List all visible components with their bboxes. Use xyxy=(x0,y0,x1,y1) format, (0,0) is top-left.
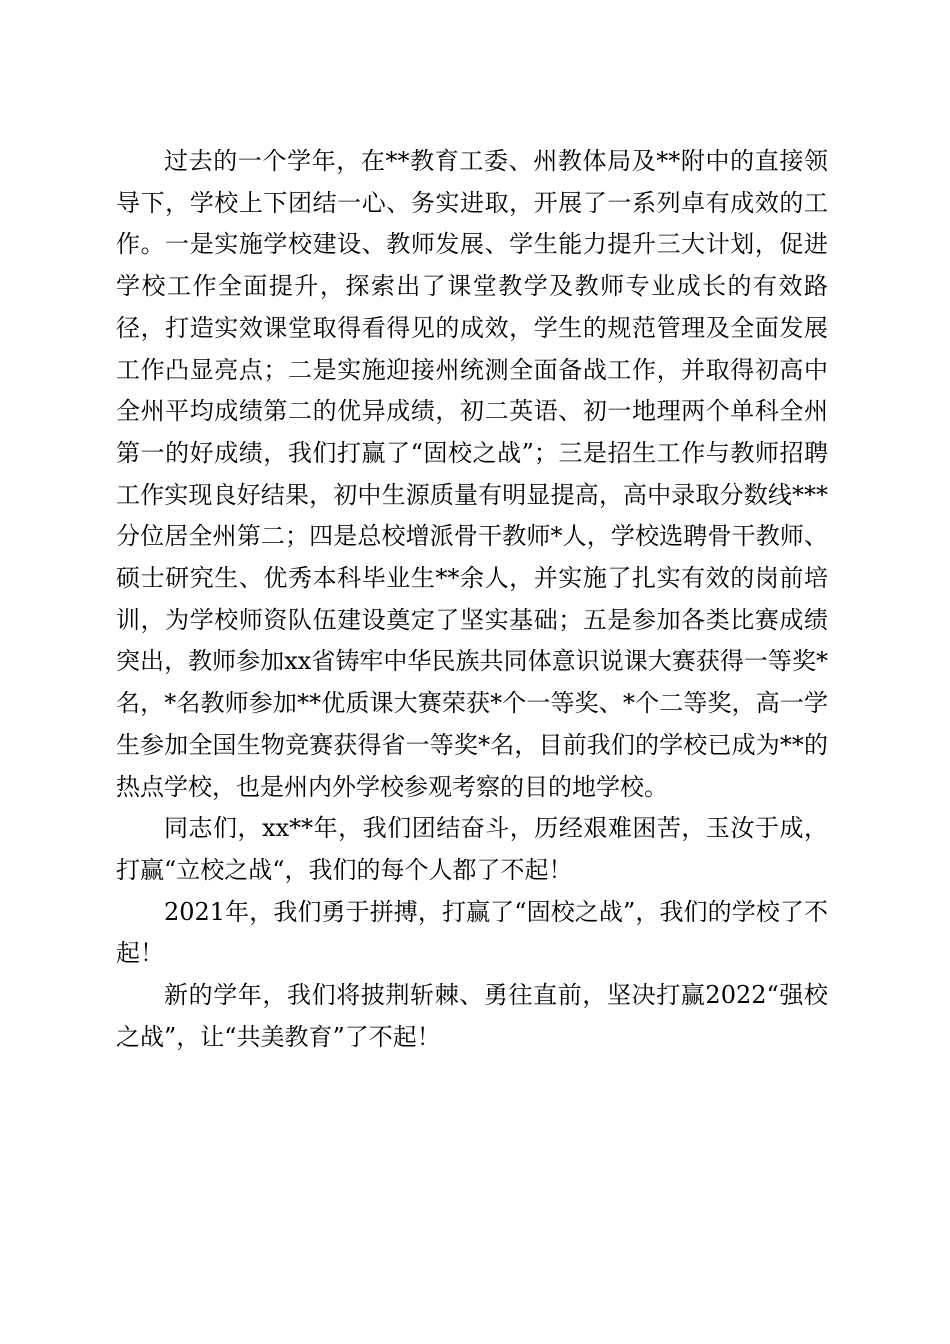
paragraph-comrades: 同志们，xx**年，我们团结奋斗，历经艰难困苦，玉汝于成，打赢“立校之战“，我们的每个人都了不起！ xyxy=(116,814,828,884)
document-body xyxy=(116,141,828,1058)
paragraph-2021: 2021年，我们勇于拼搏，打赢了“固校之战”，我们的学校了不起！ xyxy=(116,897,828,968)
paragraph-achievements: 过去的一个学年，在**教育工委、州教体局及**附中的直接领导下，学校上下团结一心、务实进取，开展了一系列卓有成效的工作。一是实施学校建设、教师发展、学生能力提升三大计划，促进学校工作全面提升，探索出了课堂教学及教师专业成长的有效路径，打造实效课堂取得看得见的成效，学生的规范管理及全面发展工作凸显亮点；二是实施迎接州统测全面备战工作，并取得初高中全州平均成绩第二的优异成绩，初二英语、初一地理两个单科全州第一的好成绩，我们打赢了“固校之战”；三是招生工作与教师招聘工作实现良好结果，初中生源质量有明显提高，高中录取分数线***分位居全州第二；四是总校增派骨干教师*人，学校选聘骨干教师、硕士研究生、优秀本科毕业生**余人，并实施了扎实有效的岗前培训，为学校师资队伍建设奠定了坚实基础；五是参加各类比赛成绩突出，教师参加xx省铸牢中华民族共同体意识说课大赛获得一等奖*名，*名教师参加**优质课大赛荣获*个一等奖、*个二等奖，高一学生参加全国生物竞赛获得省一等奖*名，目前我们的学校已成为**的热点学校，也是州内外学校参观考察的目的地学校。 xyxy=(116,147,828,801)
paragraph-new-year: 新的学年，我们将披荆斩棘、勇往直前，坚决打赢2022“强校之战”，让“共美教育”了不起！ xyxy=(116,981,828,1051)
